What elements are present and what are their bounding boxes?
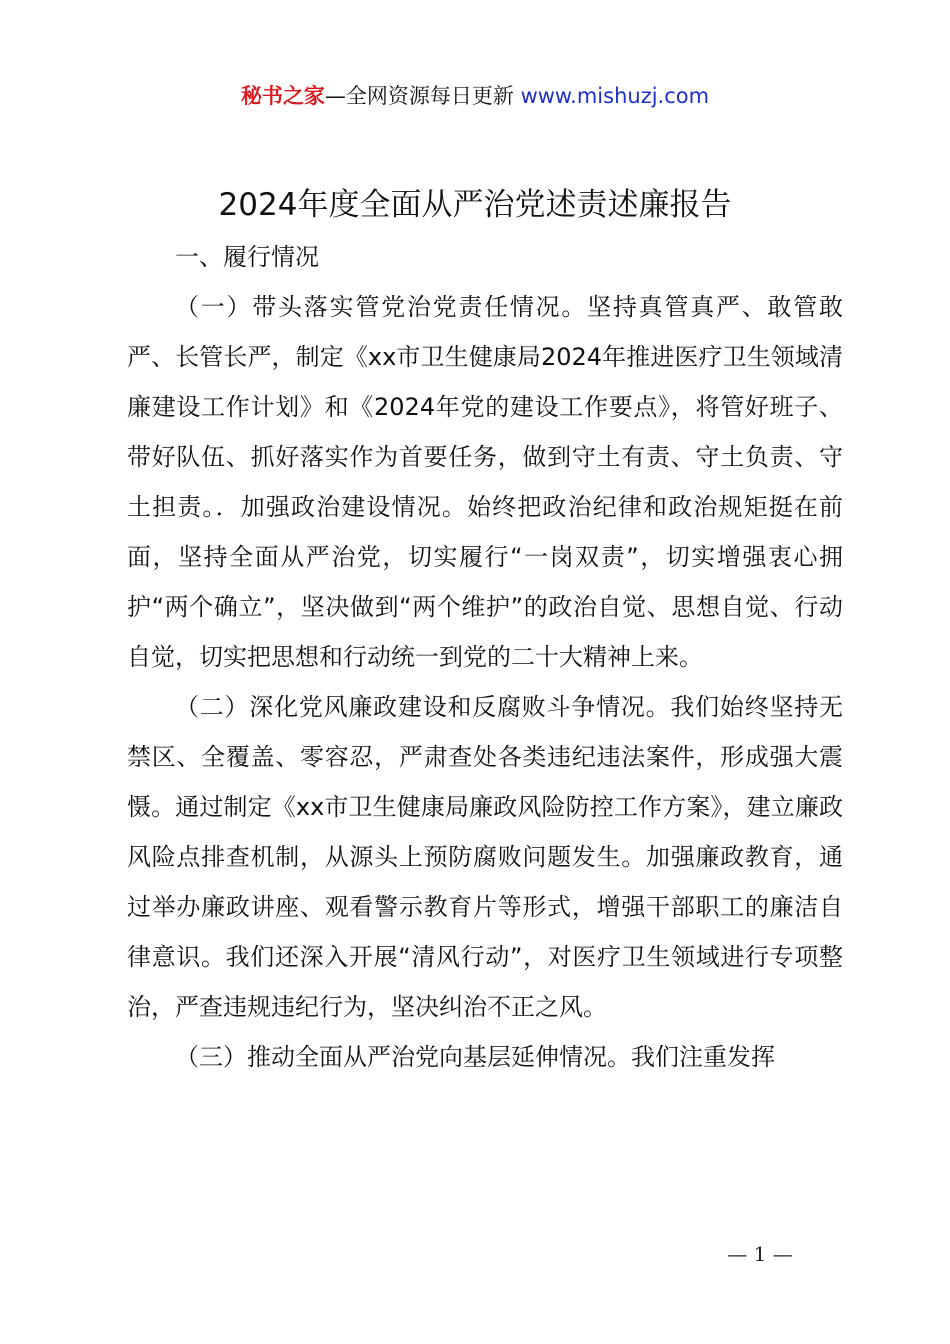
document-title: 2024年度全面从严治党述责述廉报告: [218, 187, 732, 223]
section-heading: 一、履行情况: [175, 243, 319, 271]
document-body: [127, 232, 843, 1082]
site-url-link[interactable]: www.mishuzj.com: [520, 84, 710, 108]
site-header-banner: [0, 80, 950, 112]
paragraph-2: （二）深化党风廉政建设和反腐败斗争情况。我们始终坚持无禁区、全覆盖、零容忍，严肃查处各类违纪违法案件，形成强大震慑。通过制定《xx市卫生健康局廉政风险防控工作方案》，建立廉政风险点排查机制，从源头上预防腐败问题发生。加强廉政教育，通过举办廉政讲座、观看警示教育片等形式，增强干部职工的廉洁自律意识。我们还深入开展“清风行动”，对医疗卫生领域进行专项整治，严查违规违纪行为，坚决纠治不正之风。: [127, 693, 843, 1021]
page-number: — 1 —: [727, 1242, 793, 1266]
paragraph-3: （三）推动全面从严治党向基层延伸情况。我们注重发挥: [175, 1043, 775, 1071]
site-brand-name: 秘书之家: [240, 84, 325, 108]
paragraph-1: （一）带头落实管党治党责任情况。坚持真管真严、敢管敢严、长管长严，制定《xx市卫生健康局2024年推进医疗卫生领域清廉建设工作计划》和《2024年党的建设工作要点》，将管好班子、带好队伍、抓好落实作为首要任务，做到守土有责、守土负责、守土担责。．加强政治建设情况。始终把政治纪律和政治规矩挺在前面，坚持全面从严治党，切实履行“一岗双责”，切实增强衷心拥护“两个确立”，坚决做到“两个维护”的政治自觉、思想自觉、行动自觉，切实把思想和行动统一到党的二十大精神上来。: [127, 293, 843, 671]
site-tagline: —全网资源每日更新: [324, 84, 521, 108]
